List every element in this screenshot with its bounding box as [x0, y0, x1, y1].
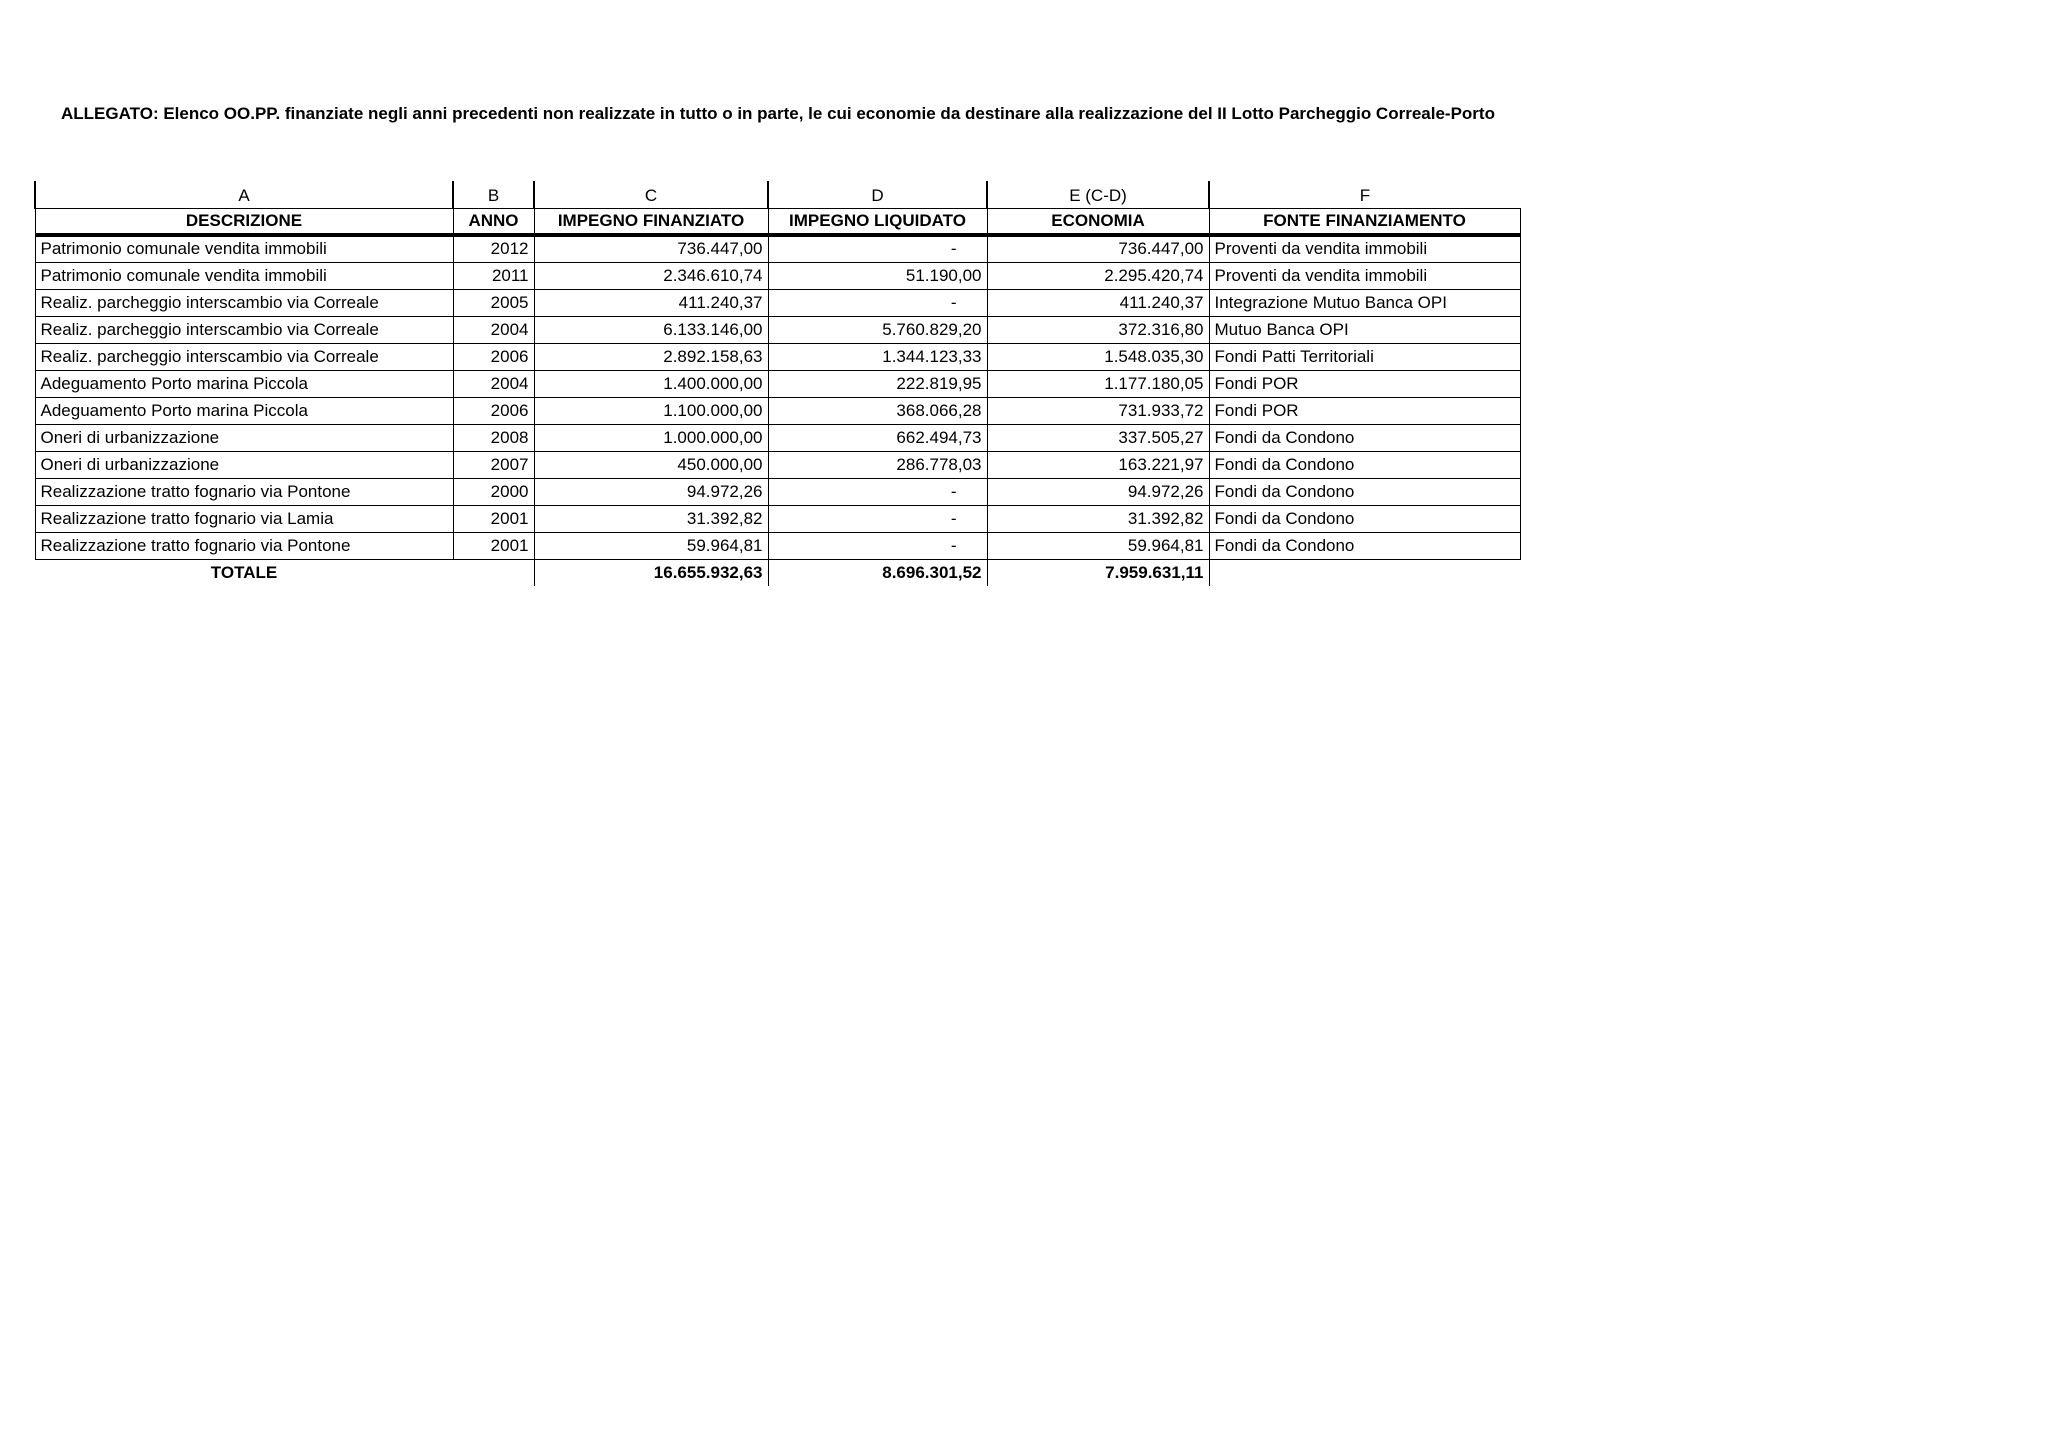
- column-letter: E (C-D): [987, 181, 1209, 208]
- cell-anno: 2006: [453, 397, 534, 424]
- totals-empty-cell: [1209, 559, 1520, 586]
- cell-anno: 2001: [453, 532, 534, 559]
- cell-descrizione: Realizzazione tratto fognario via Pontone: [35, 478, 453, 505]
- table-row: [35, 478, 1520, 505]
- table-row: [35, 289, 1520, 316]
- cell-impegno-liquidato: 51.190,00: [768, 262, 987, 289]
- column-letter: F: [1209, 181, 1520, 208]
- cell-descrizione: Realiz. parcheggio interscambio via Correale: [35, 316, 453, 343]
- cell-descrizione: Adeguamento Porto marina Piccola: [35, 397, 453, 424]
- cell-descrizione: Realizzazione tratto fognario via Lamia: [35, 505, 453, 532]
- cell-descrizione: Oneri di urbanizzazione: [35, 451, 453, 478]
- data-rows: [35, 235, 1520, 559]
- cell-impegno-liquidato: -: [768, 532, 987, 559]
- column-letter: D: [768, 181, 987, 208]
- cell-impegno-liquidato: 5.760.829,20: [768, 316, 987, 343]
- cell-anno: 2011: [453, 262, 534, 289]
- cell-fonte-finanziamento: Proventi da vendita immobili: [1209, 235, 1520, 262]
- cell-fonte-finanziamento: Integrazione Mutuo Banca OPI: [1209, 289, 1520, 316]
- cell-anno: 2007: [453, 451, 534, 478]
- cell-descrizione: Patrimonio comunale vendita immobili: [35, 235, 453, 262]
- cell-economia: 731.933,72: [987, 397, 1209, 424]
- cell-impegno-liquidato: -: [768, 505, 987, 532]
- cell-economia: 736.447,00: [987, 235, 1209, 262]
- header-row: [35, 208, 1520, 235]
- cell-impegno-liquidato: 1.344.123,33: [768, 343, 987, 370]
- cell-impegno-finanziato: 1.000.000,00: [534, 424, 768, 451]
- totals-blank: [453, 559, 534, 586]
- cell-fonte-finanziamento: Fondi POR: [1209, 370, 1520, 397]
- cell-economia: 59.964,81: [987, 532, 1209, 559]
- table-row: [35, 397, 1520, 424]
- cell-economia: 1.177.180,05: [987, 370, 1209, 397]
- header-impegno-liquidato: IMPEGNO LIQUIDATO: [768, 208, 987, 235]
- column-letter: C: [534, 181, 768, 208]
- column-letter: B: [453, 181, 534, 208]
- cell-fonte-finanziamento: Fondi da Condono: [1209, 478, 1520, 505]
- cell-descrizione: Realiz. parcheggio interscambio via Correale: [35, 289, 453, 316]
- total-economia: 7.959.631,11: [987, 559, 1209, 586]
- cell-descrizione: Patrimonio comunale vendita immobili: [35, 262, 453, 289]
- cell-impegno-finanziato: 94.972,26: [534, 478, 768, 505]
- cell-anno: 2005: [453, 289, 534, 316]
- cell-impegno-finanziato: 31.392,82: [534, 505, 768, 532]
- cell-impegno-liquidato: 222.819,95: [768, 370, 987, 397]
- cell-fonte-finanziamento: Fondi da Condono: [1209, 424, 1520, 451]
- cell-anno: 2012: [453, 235, 534, 262]
- cell-impegno-finanziato: 6.133.146,00: [534, 316, 768, 343]
- column-letters-row: [35, 181, 1520, 208]
- cell-anno: 2004: [453, 370, 534, 397]
- table-row: [35, 532, 1520, 559]
- total-liquidato: 8.696.301,52: [768, 559, 987, 586]
- cell-impegno-finanziato: 1.100.000,00: [534, 397, 768, 424]
- cell-impegno-liquidato: -: [768, 289, 987, 316]
- cell-anno: 2001: [453, 505, 534, 532]
- cell-impegno-liquidato: 368.066,28: [768, 397, 987, 424]
- cell-fonte-finanziamento: Fondi POR: [1209, 397, 1520, 424]
- cell-anno: 2008: [453, 424, 534, 451]
- header-fonte-finanziamento: FONTE FINANZIAMENTO: [1209, 208, 1520, 235]
- header-anno: ANNO: [453, 208, 534, 235]
- cell-anno: 2000: [453, 478, 534, 505]
- document-title: ALLEGATO: Elenco OO.PP. finanziate negli anni precedenti non realizzate in tutto o in parte, le cui economie da destinare alla realizzazione del II Lotto Parcheggio Correale-Porto: [61, 104, 1495, 123]
- cell-impegno-liquidato: -: [768, 235, 987, 262]
- table-row: [35, 424, 1520, 451]
- totals-row: [35, 559, 1520, 586]
- header-impegno-finanziato: IMPEGNO FINANZIATO: [534, 208, 768, 235]
- table-row: [35, 262, 1520, 289]
- header-economia: ECONOMIA: [987, 208, 1209, 235]
- totals-label: TOTALE: [35, 559, 453, 586]
- total-finanziato: 16.655.932,63: [534, 559, 768, 586]
- cell-anno: 2004: [453, 316, 534, 343]
- cell-economia: 31.392,82: [987, 505, 1209, 532]
- cell-economia: 411.240,37: [987, 289, 1209, 316]
- cell-fonte-finanziamento: Fondi Patti Territoriali: [1209, 343, 1520, 370]
- table-row: [35, 505, 1520, 532]
- cell-impegno-finanziato: 59.964,81: [534, 532, 768, 559]
- cell-descrizione: Adeguamento Porto marina Piccola: [35, 370, 453, 397]
- cell-impegno-liquidato: 662.494,73: [768, 424, 987, 451]
- column-letter: A: [35, 181, 453, 208]
- cell-economia: 1.548.035,30: [987, 343, 1209, 370]
- table-row: [35, 343, 1520, 370]
- cell-impegno-finanziato: 1.400.000,00: [534, 370, 768, 397]
- table-row: [35, 235, 1520, 262]
- cell-fonte-finanziamento: Fondi da Condono: [1209, 532, 1520, 559]
- cell-descrizione: Realiz. parcheggio interscambio via Correale: [35, 343, 453, 370]
- funding-table: [34, 181, 1521, 586]
- cell-economia: 2.295.420,74: [987, 262, 1209, 289]
- cell-impegno-liquidato: 286.778,03: [768, 451, 987, 478]
- cell-descrizione: Oneri di urbanizzazione: [35, 424, 453, 451]
- cell-anno: 2006: [453, 343, 534, 370]
- cell-impegno-finanziato: 450.000,00: [534, 451, 768, 478]
- cell-economia: 94.972,26: [987, 478, 1209, 505]
- cell-economia: 372.316,80: [987, 316, 1209, 343]
- cell-fonte-finanziamento: Fondi da Condono: [1209, 505, 1520, 532]
- table-row: [35, 451, 1520, 478]
- cell-impegno-liquidato: -: [768, 478, 987, 505]
- cell-descrizione: Realizzazione tratto fognario via Pontone: [35, 532, 453, 559]
- cell-fonte-finanziamento: Mutuo Banca OPI: [1209, 316, 1520, 343]
- header-descrizione: DESCRIZIONE: [35, 208, 453, 235]
- table-row: [35, 370, 1520, 397]
- cell-impegno-finanziato: 736.447,00: [534, 235, 768, 262]
- cell-fonte-finanziamento: Proventi da vendita immobili: [1209, 262, 1520, 289]
- cell-economia: 163.221,97: [987, 451, 1209, 478]
- cell-impegno-finanziato: 2.892.158,63: [534, 343, 768, 370]
- cell-impegno-finanziato: 2.346.610,74: [534, 262, 768, 289]
- cell-fonte-finanziamento: Fondi da Condono: [1209, 451, 1520, 478]
- cell-economia: 337.505,27: [987, 424, 1209, 451]
- table-row: [35, 316, 1520, 343]
- cell-impegno-finanziato: 411.240,37: [534, 289, 768, 316]
